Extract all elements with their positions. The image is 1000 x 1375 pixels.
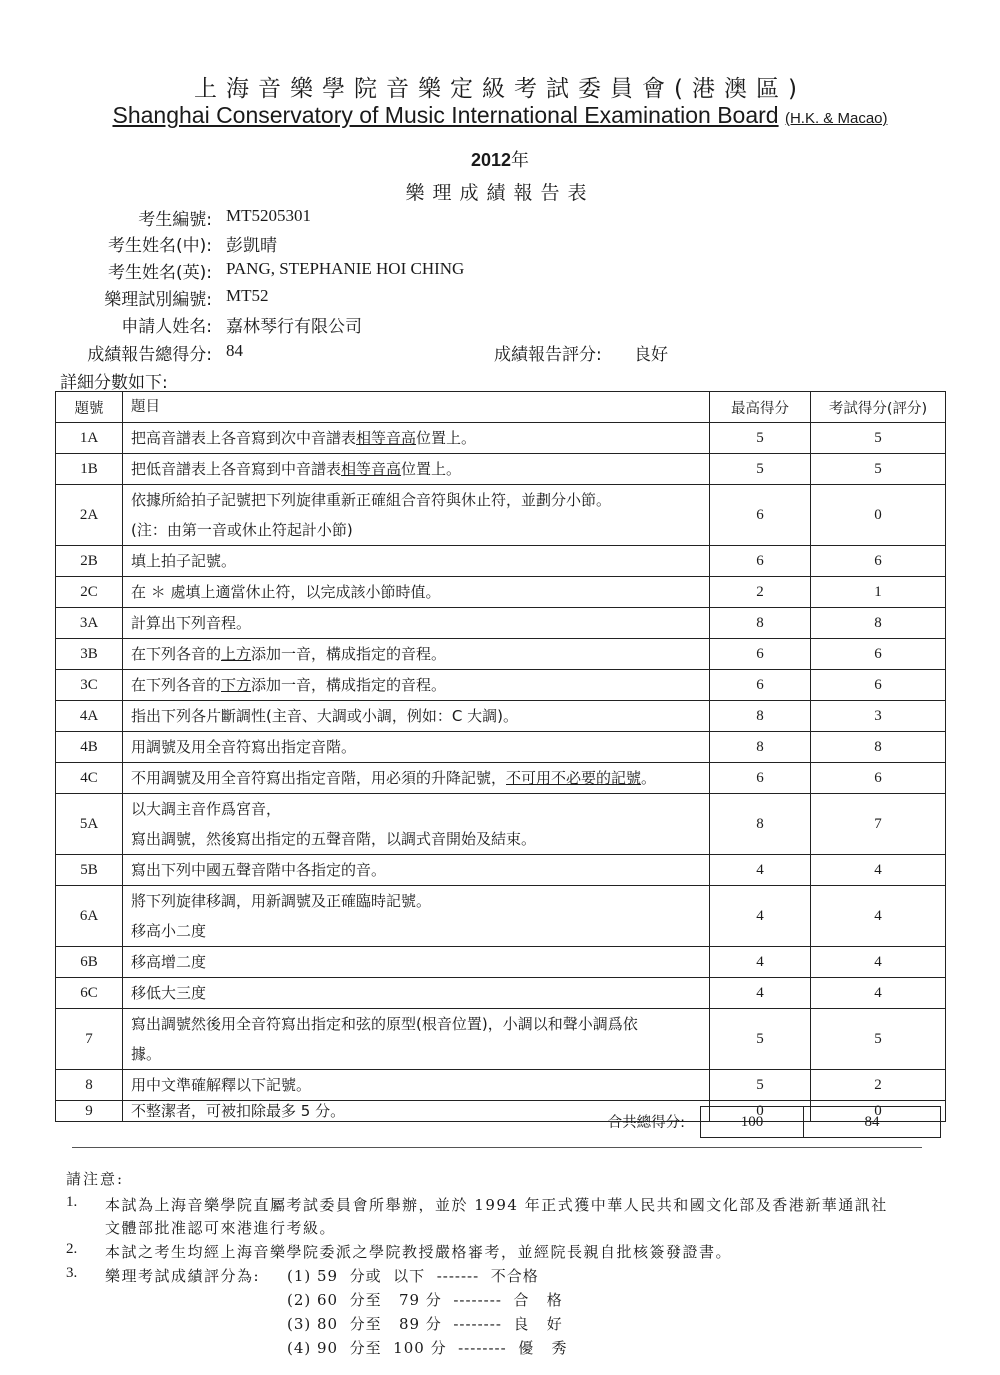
question-fragment: 指出下列各片斷調性(主音、大調或小調，例如：C 大調)。 bbox=[131, 707, 518, 725]
question-text bbox=[123, 608, 710, 639]
candidate-no-value: MT5205301 bbox=[226, 206, 311, 225]
earned-score: 1 bbox=[811, 577, 946, 608]
grade-label: 成績報告評分: bbox=[494, 345, 602, 365]
grade-value: 良好 bbox=[634, 345, 668, 365]
question-text bbox=[123, 763, 710, 794]
question-number: 6B bbox=[56, 947, 123, 978]
question-emphasis: 相等音高 bbox=[341, 460, 402, 478]
separator-line bbox=[72, 1147, 922, 1148]
org-name-english-main: Shanghai Conservatory of Music International Examination Board bbox=[112, 102, 779, 128]
question-text bbox=[123, 947, 710, 978]
table-row bbox=[56, 639, 946, 670]
applicant-value: 嘉林琴行有限公司 bbox=[226, 317, 362, 337]
earned-score: 4 bbox=[811, 886, 946, 947]
grand-total-table bbox=[700, 1106, 941, 1138]
question-emphasis: 上方 bbox=[221, 645, 252, 663]
question-text bbox=[123, 855, 710, 886]
question-number: 2A bbox=[56, 485, 123, 546]
question-fragment: 移高增二度 bbox=[131, 953, 207, 971]
candidate-name-en-value: PANG, STEPHANIE HOI CHING bbox=[226, 259, 465, 278]
grade-scale-row: (1) 59 分或 以下 ------- 不合格 bbox=[287, 1267, 539, 1285]
max-score: 4 bbox=[710, 978, 811, 1009]
question-number: 6C bbox=[56, 978, 123, 1009]
max-score: 6 bbox=[710, 670, 811, 701]
question-fragment: 位置上。 bbox=[401, 460, 462, 478]
question-text bbox=[123, 732, 710, 763]
question-fragment: 用中文準確解釋以下記號。 bbox=[131, 1076, 312, 1094]
max-score: 4 bbox=[710, 855, 811, 886]
org-name-english-region: (H.K. & Macao) bbox=[784, 110, 888, 127]
earned-score: 3 bbox=[811, 701, 946, 732]
org-name-english bbox=[0, 102, 1000, 129]
question-emphasis: 不可用不必要的記號 bbox=[506, 769, 642, 787]
question-text bbox=[123, 886, 710, 947]
question-fragment: 在下列各音的 bbox=[131, 676, 222, 694]
max-score: 6 bbox=[710, 546, 811, 577]
grade-scale-row: (2) 60 分至 79 分 -------- 合 格 bbox=[287, 1291, 563, 1309]
table-row bbox=[56, 423, 946, 454]
earned-score: 8 bbox=[811, 608, 946, 639]
total-score-label: 成績報告總得分: bbox=[87, 345, 212, 365]
max-score: 0 bbox=[710, 1101, 811, 1122]
earned-score: 4 bbox=[811, 978, 946, 1009]
notes-title: 請注意: bbox=[66, 1170, 125, 1188]
question-text bbox=[123, 1009, 710, 1070]
table-row bbox=[56, 763, 946, 794]
question-number: 1A bbox=[56, 423, 123, 454]
question-number: 7 bbox=[56, 1009, 123, 1070]
note-text-continued: 文體部批准認可來港進行考級。 bbox=[105, 1219, 337, 1237]
note-text: 本試為上海音樂學院直屬考試委員會所舉辦，並於 1994 年正式獲中華人民共和國文化部及香港新華通訊社 bbox=[105, 1196, 888, 1214]
header-question: 題目 bbox=[123, 392, 710, 423]
header-score: 考試得分(評分) bbox=[811, 392, 946, 423]
exam-code-value: MT52 bbox=[226, 286, 269, 305]
question-number: 4C bbox=[56, 763, 123, 794]
question-fragment: 寫出下列中國五聲音階中各指定的音。 bbox=[131, 861, 387, 879]
question-text bbox=[123, 701, 710, 732]
earned-score: 4 bbox=[811, 947, 946, 978]
table-row bbox=[56, 1070, 946, 1101]
question-fragment: 不用調號及用全音符寫出指定音階，用必須的升降記號， bbox=[131, 769, 507, 787]
question-fragment: 計算出下列音程。 bbox=[131, 614, 252, 632]
question-number: 5B bbox=[56, 855, 123, 886]
max-score: 6 bbox=[710, 639, 811, 670]
candidate-name-en-label: 考生姓名(英): bbox=[108, 263, 212, 283]
question-fragment: 。 bbox=[641, 769, 657, 787]
note-number: 3. bbox=[66, 1265, 78, 1281]
scores-table bbox=[55, 391, 946, 1122]
question-number: 3B bbox=[56, 639, 123, 670]
question-fragment: 不整潔者，可被扣除最多 5 分。 bbox=[131, 1102, 346, 1120]
org-name-chinese: 上海音樂學院音樂定級考試委員會(港澳區) bbox=[194, 76, 806, 102]
question-number: 2C bbox=[56, 577, 123, 608]
question-text bbox=[123, 1070, 710, 1101]
earned-score: 0 bbox=[811, 485, 946, 546]
question-fragment: 用調號及用全音符寫出指定音階。 bbox=[131, 738, 357, 756]
question-number: 3C bbox=[56, 670, 123, 701]
question-fragment: 填上拍子記號。 bbox=[131, 552, 237, 570]
question-fragment: 將下列旋律移調，用新調號及正確臨時記號。 bbox=[131, 892, 432, 910]
earned-score: 6 bbox=[811, 546, 946, 577]
question-fragment: 在下列各音的 bbox=[131, 645, 222, 663]
earned-score: 8 bbox=[811, 732, 946, 763]
grand-total-row bbox=[701, 1107, 941, 1138]
table-header-row bbox=[56, 392, 946, 423]
note-text: 樂理考試成績評分為: bbox=[105, 1267, 261, 1285]
question-fragment: 把低音譜表上各音寫到中音譜表 bbox=[131, 460, 342, 478]
max-score: 8 bbox=[710, 732, 811, 763]
max-score: 6 bbox=[710, 763, 811, 794]
table-row bbox=[56, 454, 946, 485]
question-text bbox=[123, 639, 710, 670]
question-number: 2B bbox=[56, 546, 123, 577]
question-number: 9 bbox=[56, 1101, 123, 1122]
note-number: 1. bbox=[66, 1194, 78, 1210]
table-row bbox=[56, 608, 946, 639]
question-text bbox=[123, 670, 710, 701]
report-year-suffix: 年 bbox=[511, 150, 530, 171]
max-score: 4 bbox=[710, 947, 811, 978]
table-row bbox=[56, 978, 946, 1009]
report-year-number: 2012 bbox=[470, 150, 512, 170]
table-row bbox=[56, 577, 946, 608]
max-score: 5 bbox=[710, 454, 811, 485]
earned-score: 5 bbox=[811, 423, 946, 454]
grade-scale-row: (4) 90 分至 100 分 -------- 優 秀 bbox=[287, 1339, 568, 1357]
question-text bbox=[123, 577, 710, 608]
max-score: 8 bbox=[710, 794, 811, 855]
earned-score: 6 bbox=[811, 639, 946, 670]
earned-score: 5 bbox=[811, 1009, 946, 1070]
earned-score: 4 bbox=[811, 855, 946, 886]
question-fragment: 寫出調號，然後寫出指定的五聲音階，以調式音開始及結束。 bbox=[131, 830, 537, 848]
max-score: 5 bbox=[710, 1070, 811, 1101]
question-emphasis: 相等音高 bbox=[356, 429, 417, 447]
table-row bbox=[56, 794, 946, 855]
question-text bbox=[123, 978, 710, 1009]
table-row bbox=[56, 546, 946, 577]
question-number: 8 bbox=[56, 1070, 123, 1101]
earned-score: 0 bbox=[811, 1101, 946, 1122]
question-number: 3A bbox=[56, 608, 123, 639]
table-row bbox=[56, 485, 946, 546]
question-fragment: 在 ＊ 處填上適當休止符，以完成該小節時值。 bbox=[131, 583, 441, 601]
question-fragment: 依據所給拍子記號把下列旋律重新正確組合音符與休止符，並劃分小節。 bbox=[131, 491, 612, 509]
question-number: 6A bbox=[56, 886, 123, 947]
max-score: 5 bbox=[710, 1009, 811, 1070]
earned-score: 6 bbox=[811, 670, 946, 701]
question-fragment: 據。 bbox=[131, 1045, 162, 1063]
header-max: 最高得分 bbox=[710, 392, 811, 423]
question-fragment: 添加一音，構成指定的音程。 bbox=[251, 645, 447, 663]
question-text bbox=[123, 794, 710, 855]
applicant-label: 申請人姓名: bbox=[121, 317, 212, 337]
table-row bbox=[56, 701, 946, 732]
grand-total-score: 84 bbox=[804, 1107, 941, 1138]
question-fragment: (注：由第一音或休止符起計小節) bbox=[131, 521, 353, 539]
max-score: 6 bbox=[710, 485, 811, 546]
max-score: 8 bbox=[710, 701, 811, 732]
header-no: 題號 bbox=[56, 392, 123, 423]
document-title: 樂理成績報告表 bbox=[405, 182, 595, 204]
grand-total-max: 100 bbox=[701, 1107, 804, 1138]
candidate-name-zh-label: 考生姓名(中): bbox=[108, 236, 212, 256]
question-fragment: 添加一音，構成指定的音程。 bbox=[251, 676, 447, 694]
question-text bbox=[123, 423, 710, 454]
question-fragment: 把高音譜表上各音寫到次中音譜表 bbox=[131, 429, 357, 447]
candidate-name-zh-value: 彭凱晴 bbox=[226, 236, 277, 256]
earned-score: 7 bbox=[811, 794, 946, 855]
candidate-no-label: 考生編號: bbox=[138, 210, 212, 230]
table-row bbox=[56, 855, 946, 886]
table-row bbox=[56, 886, 946, 947]
question-fragment: 移低大三度 bbox=[131, 984, 207, 1002]
detail-scores-label: 詳細分數如下: bbox=[60, 373, 168, 393]
question-text bbox=[123, 546, 710, 577]
report-year bbox=[0, 146, 1000, 172]
note-text: 本試之考生均經上海音樂學院委派之學院教授嚴格審考，並經院長親自批核簽發證書。 bbox=[105, 1243, 733, 1261]
table-row bbox=[56, 1009, 946, 1070]
question-text bbox=[123, 485, 710, 546]
earned-score: 5 bbox=[811, 454, 946, 485]
question-emphasis: 下方 bbox=[221, 676, 252, 694]
question-text bbox=[123, 454, 710, 485]
question-fragment: 寫出調號然後用全音符寫出指定和弦的原型(根音位置)，小調以和聲小調爲依 bbox=[131, 1015, 638, 1033]
max-score: 4 bbox=[710, 886, 811, 947]
question-number: 1B bbox=[56, 454, 123, 485]
earned-score: 6 bbox=[811, 763, 946, 794]
note-number: 2. bbox=[66, 1241, 78, 1257]
grade-scale-row: (3) 80 分至 89 分 -------- 良 好 bbox=[287, 1315, 563, 1333]
max-score: 2 bbox=[710, 577, 811, 608]
table-row bbox=[56, 947, 946, 978]
max-score: 5 bbox=[710, 423, 811, 454]
table-row bbox=[56, 732, 946, 763]
question-number: 4B bbox=[56, 732, 123, 763]
earned-score: 2 bbox=[811, 1070, 946, 1101]
max-score: 8 bbox=[710, 608, 811, 639]
total-score-value: 84 bbox=[226, 341, 243, 360]
exam-code-label: 樂理試別編號: bbox=[104, 290, 212, 310]
question-fragment: 以大調主音作爲宮音， bbox=[131, 800, 282, 818]
table-row bbox=[56, 670, 946, 701]
question-fragment: 位置上。 bbox=[416, 429, 477, 447]
question-number: 5A bbox=[56, 794, 123, 855]
grand-total-label: 合共總得分: bbox=[607, 1115, 685, 1131]
question-number: 4A bbox=[56, 701, 123, 732]
question-fragment: 移高小二度 bbox=[131, 922, 207, 940]
